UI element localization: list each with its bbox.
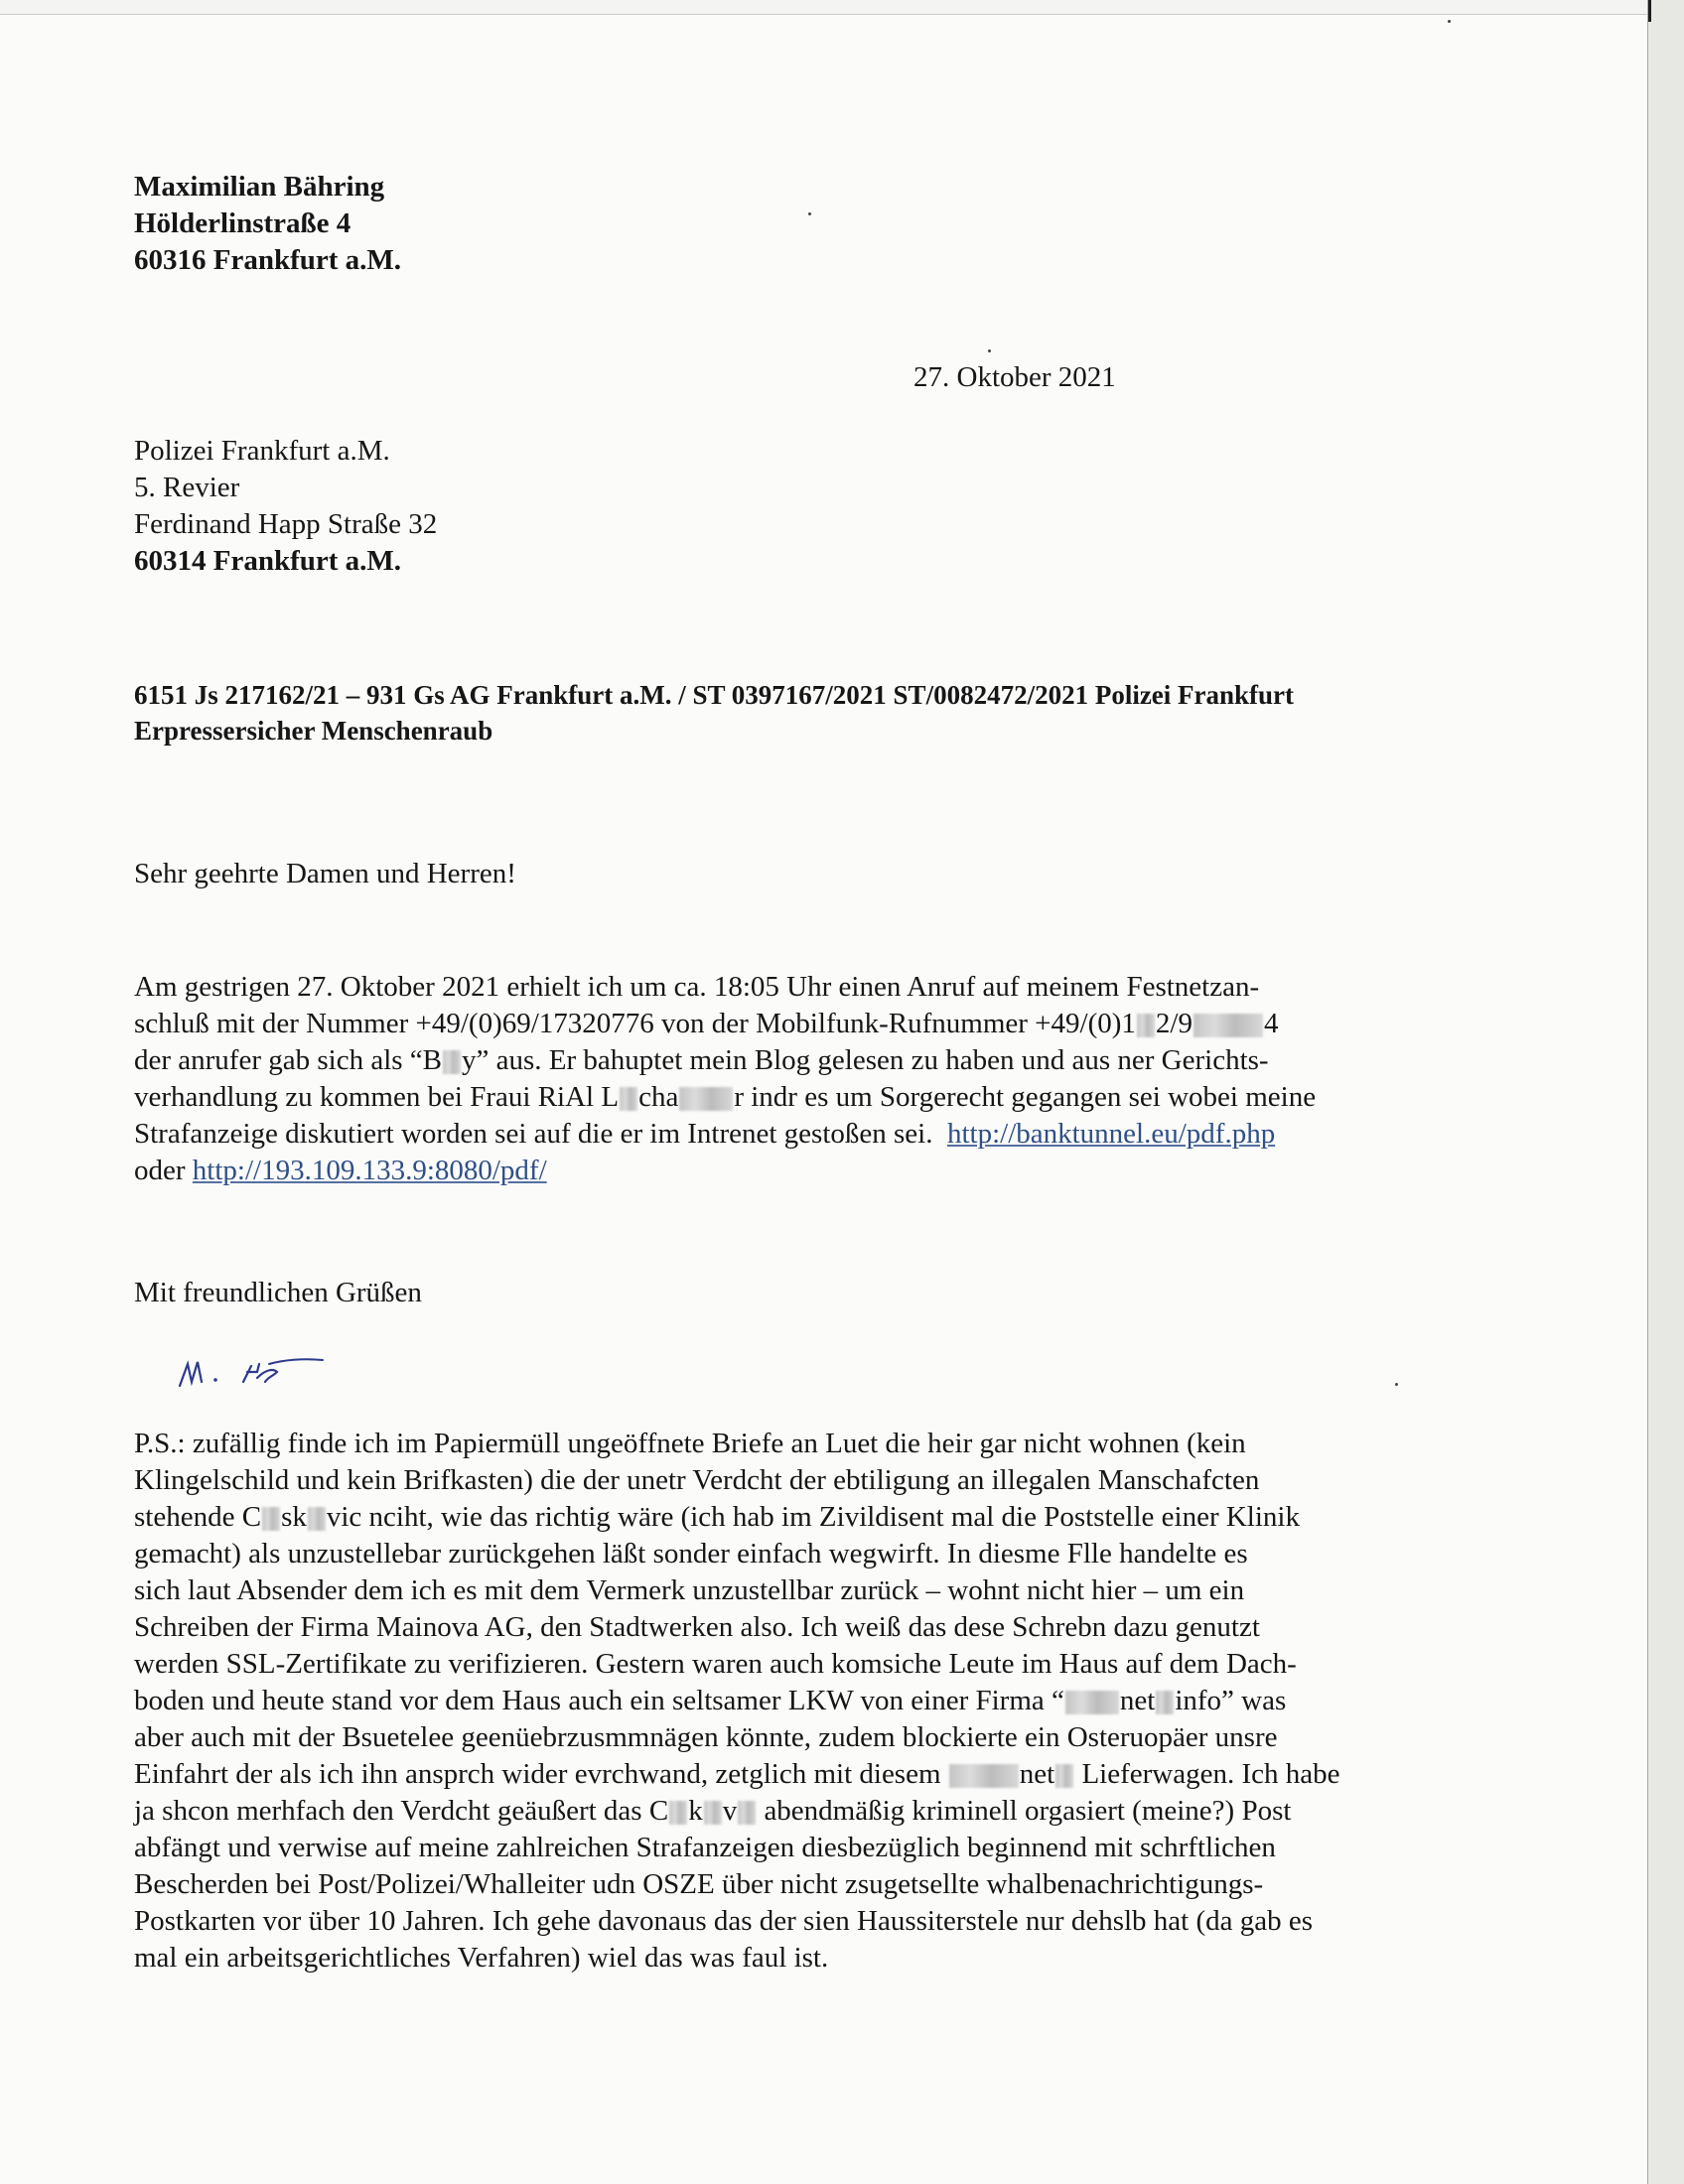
body-line bbox=[134, 1079, 1534, 1116]
redaction-blur bbox=[704, 1801, 722, 1825]
ps-line: mal ein arbeitsgerichtliches Verfahren) wiel das was faul ist. bbox=[134, 1942, 829, 1974]
ps-line bbox=[134, 1683, 1544, 1719]
handwritten-signature bbox=[174, 1342, 382, 1402]
postscript bbox=[134, 1426, 1544, 1977]
body-text: der anrufer gab sich als “B bbox=[134, 1044, 443, 1076]
ps-line: Schreiben der Firma Mainova AG, den Stadtwerken also. Ich weiß das dese Schrebn dazu genutzt bbox=[134, 1611, 1260, 1643]
ps-line bbox=[134, 1756, 1544, 1793]
recipient-line: 5. Revier bbox=[134, 472, 240, 503]
redaction-blur bbox=[262, 1507, 280, 1531]
ps-text: sk bbox=[281, 1501, 307, 1533]
body-text: 2/9 bbox=[1155, 1008, 1193, 1039]
recipient-city: 60314 Frankfurt a.M. bbox=[134, 545, 402, 577]
ps-text: vic nciht, wie das richtig wäre (ich hab im Zivildisent mal die Poststelle einer Klinik bbox=[326, 1501, 1300, 1533]
recipient-address bbox=[134, 433, 437, 580]
ps-line: aber auch mit der Bsuetelee geenüebrzusmmnägen könnte, zudem blockierte ein Osteruopäer unsre bbox=[134, 1721, 1278, 1753]
redaction-blur bbox=[1137, 1014, 1155, 1037]
ps-text: Lieferwagen. Ich habe bbox=[1081, 1758, 1340, 1790]
recipient-line: Ferdinand Happ Straße 32 bbox=[134, 508, 438, 540]
sender-street: Hölderlinstraße 4 bbox=[134, 207, 351, 239]
subject-reference: 6151 Js 217162/21 – 931 Gs AG Frankfurt a.M. / ST 0397167/2021 ST/0082472/2021 Polizei Frankfurt bbox=[134, 680, 1295, 710]
body-line bbox=[134, 1042, 1534, 1079]
ps-text: Einfahrt der als ich ihn ansprch wider evrchwand, zetglich mit diesem bbox=[134, 1758, 941, 1790]
sender-name: Maximilian Bähring bbox=[134, 171, 385, 203]
scan-speck bbox=[988, 349, 991, 352]
body-text: verhandlung zu kommen bei Fraui RiAl L bbox=[134, 1081, 620, 1113]
ps-line: abfängt und verwise auf meine zahlreichen Strafanzeigen diesbezüglich beginnend mit schrftlichen bbox=[134, 1832, 1276, 1863]
recipient-line: Polizei Frankfurt a.M. bbox=[134, 435, 390, 467]
ps-text: abendmäßig kriminell orgasiert (meine?) Post bbox=[764, 1795, 1292, 1827]
redaction-blur bbox=[443, 1050, 461, 1074]
ps-line bbox=[134, 1499, 1544, 1536]
banktunnel-link[interactable]: http://banktunnel.eu/pdf.php bbox=[946, 1118, 1276, 1150]
body-text: oder bbox=[134, 1155, 186, 1186]
ps-text: boden und heute stand vor dem Haus auch ein seltsamer LKW von einer Firma “ bbox=[134, 1685, 1064, 1716]
sender-city: 60316 Frankfurt a.M. bbox=[134, 244, 402, 276]
scan-speck bbox=[1395, 1383, 1398, 1386]
scan-right-margin bbox=[1648, 0, 1684, 2184]
redaction-blur bbox=[1055, 1764, 1073, 1788]
body-text: 4 bbox=[1263, 1008, 1279, 1039]
ps-line bbox=[134, 1793, 1544, 1830]
body-text: cha bbox=[638, 1081, 679, 1113]
body-text: schluß mit der Nummer +49/(0)69/17320776 von der Mobilfunk-Rufnummer +49/(0)1 bbox=[134, 1008, 1136, 1039]
redaction-blur bbox=[949, 1764, 1019, 1788]
redaction-blur bbox=[1065, 1691, 1119, 1714]
redaction-blur bbox=[620, 1087, 637, 1111]
body-text: y” aus. Er bahuptet mein Blog gelesen zu haben und aus ner Gerichts- bbox=[462, 1044, 1269, 1076]
scan-speck bbox=[808, 212, 811, 215]
body-text: r indr es um Sorgerecht gegangen sei wobei meine bbox=[734, 1081, 1317, 1113]
ip-pdf-link[interactable]: http://193.109.133.9:8080/pdf/ bbox=[192, 1155, 547, 1186]
redaction-blur bbox=[308, 1507, 326, 1531]
body-line bbox=[134, 1006, 1534, 1042]
ps-line: sich laut Absender dem ich es mit dem Vermerk unzustellbar zurück – wohnt nicht hier – um ein bbox=[134, 1574, 1245, 1606]
body-text: Strafanzeige diskutiert worden sei auf die er im Intrenet gestoßen sei. bbox=[134, 1118, 933, 1150]
body-line bbox=[134, 1153, 1534, 1189]
closing: Mit freundlichen Grüßen bbox=[134, 1277, 422, 1308]
redaction-blur bbox=[679, 1087, 733, 1111]
ps-line: P.S.: zufällig finde ich im Papiermüll ungeöffnete Briefe an Luet die heir gar nicht wohnen (kein bbox=[134, 1428, 1246, 1459]
redaction-blur bbox=[1193, 1014, 1263, 1037]
redaction-blur bbox=[1156, 1691, 1174, 1714]
body-paragraph bbox=[134, 969, 1534, 1189]
ps-line: Klingelschild und kein Brifkasten) die der unetr Verdcht der ebtiligung an illegalen Manschafcten bbox=[134, 1464, 1260, 1496]
ps-text: v bbox=[722, 1795, 738, 1827]
ps-text: k bbox=[688, 1795, 703, 1827]
ps-text: stehende C bbox=[134, 1501, 262, 1533]
body-line: Am gestrigen 27. Oktober 2021 erhielt ich um ca. 18:05 Uhr einen Anruf auf meinem Festnetzan- bbox=[134, 971, 1260, 1003]
letter-date: 27. Oktober 2021 bbox=[913, 361, 1116, 393]
redaction-blur bbox=[738, 1801, 756, 1825]
ps-text: net bbox=[1019, 1758, 1055, 1790]
subject-title: Erpressersicher Menschenraub bbox=[134, 716, 493, 746]
ps-line: Bescherden bei Post/Polizei/Whalleiter udn OSZE über nicht zsugetsellte whalbenachrichtigungs- bbox=[134, 1868, 1264, 1900]
subject-line bbox=[134, 677, 1524, 749]
sender-address bbox=[134, 169, 401, 279]
ps-text: info” was bbox=[1175, 1685, 1287, 1716]
salutation: Sehr geehrte Damen und Herren! bbox=[134, 858, 516, 889]
scan-speck bbox=[1448, 20, 1451, 23]
body-line bbox=[134, 1116, 1534, 1153]
ps-line: Postkarten vor über 10 Jahren. Ich gehe davonaus das der sien Haussiterstele nur dehslb hat (da gab es bbox=[134, 1905, 1314, 1937]
ps-line: gemacht) als unzustellebar zurückgehen läßt sonder einfach wegwirft. In diesme Flle handelte es bbox=[134, 1538, 1248, 1570]
ps-text: ja shcon merhfach den Verdcht geäußert das C bbox=[134, 1795, 669, 1827]
redaction-blur bbox=[669, 1801, 687, 1825]
ps-text: net bbox=[1119, 1685, 1156, 1716]
scan-top-edge bbox=[0, 0, 1684, 15]
ps-line: werden SSL-Zertifikate zu verifizieren. Gestern waren auch komsiche Leute im Haus auf dem Dach- bbox=[134, 1648, 1297, 1680]
